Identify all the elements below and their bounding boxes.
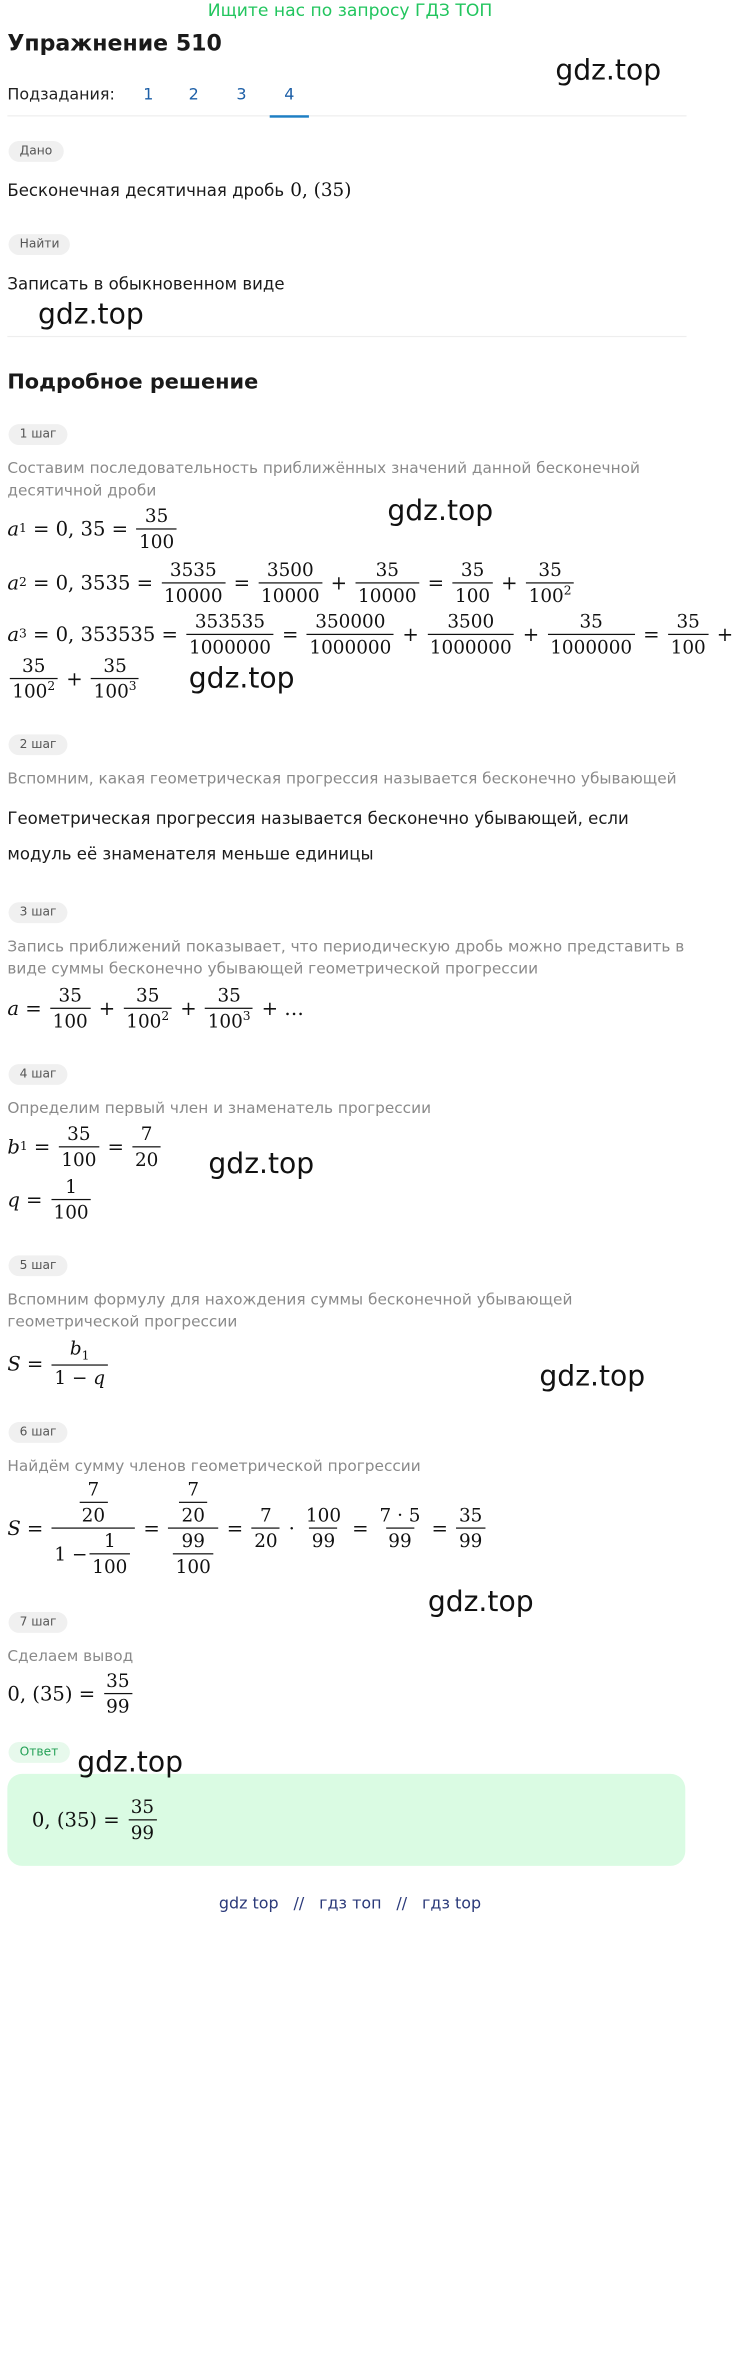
watermark: gdz.top xyxy=(188,663,295,696)
formula-a3: a 3 = 0, 353535 = $\frac{353535}{1000000}$ = $\frac{350000}{1000000}$ + $\frac{3500}{1000000}$ + $\frac{35}{1000000}$ = $\frac{35}{100}$ + xyxy=(7,610,734,659)
find-badge: Найти xyxy=(9,234,71,255)
footer-separator: // xyxy=(293,1895,305,1914)
footer-link[interactable]: гдз top xyxy=(422,1895,482,1914)
find-text: Записать в обыкновенном виде xyxy=(7,274,285,295)
given-badge: Дано xyxy=(9,141,64,162)
tab-subtask-1[interactable]: 1 xyxy=(143,85,154,105)
watermark: gdz.top xyxy=(387,495,494,528)
watermark: gdz.top xyxy=(38,299,144,331)
solution-title: Подробное решение xyxy=(7,370,259,395)
step-badge: 6 шаг xyxy=(9,1422,68,1443)
watermark: gdz.top xyxy=(208,1148,315,1181)
subtasks-bar xyxy=(7,86,686,117)
watermark: gdz.top xyxy=(555,55,662,88)
formula-sum: S = $\frac{b_1}{1 - q}$ xyxy=(7,1337,110,1388)
footer-links xyxy=(0,1895,700,1913)
footer-separator: // xyxy=(396,1895,408,1914)
step-text: Сделаем вывод xyxy=(7,1646,134,1665)
answer-badge: Ответ xyxy=(9,1742,70,1763)
step-text: Вспомним формулу для нахождения суммы бесконечной убывающей геометрической прогрессии xyxy=(7,1289,573,1331)
formula-q: q = $\frac{1}{100}$ xyxy=(7,1176,93,1224)
step-badge: 3 шаг xyxy=(9,902,68,923)
tab-subtask-3[interactable]: 3 xyxy=(236,85,247,105)
step-definition: Геометрическая прогрессия называется бесконечно убывающей, если модуль её знаменателя меньше единицы xyxy=(7,809,629,865)
subtasks-label: Подзадания: xyxy=(7,85,115,105)
step-badge: 1 шаг xyxy=(9,424,68,445)
tab-subtask-4[interactable]: 4 xyxy=(270,86,309,118)
step-text: Определим первый член и знаменатель прогрессии xyxy=(7,1098,432,1117)
given-math: 0, (35) xyxy=(290,178,352,202)
answer-box xyxy=(7,1774,685,1866)
formula-b1: b 1 = $\frac{35}{100}$ = $\frac{7}{20}$ xyxy=(7,1123,163,1171)
step-badge: 7 шаг xyxy=(9,1612,68,1633)
formula-a2: a 2 = 0, 3535 = $\frac{3535}{10000}$ = $\frac{3500}{10000}$ + $\frac{35}{10000}$ = $\frac{35}{100}$ + $\frac{35}{100^2}$ xyxy=(7,559,576,607)
step-text: Запись приближений показывает, что периодическую дробь можно представить в виде суммы бесконечно убывающей геометрической прогрессии xyxy=(7,936,685,978)
step-badge: 4 шаг xyxy=(9,1064,68,1085)
page-title: Упражнение 510 xyxy=(7,30,222,57)
formula-conclusion: 0, (35) = $\frac{35}{99}$ xyxy=(7,1670,134,1718)
watermark: gdz.top xyxy=(539,1360,646,1393)
tab-subtask-2[interactable]: 2 xyxy=(188,85,199,105)
footer-link[interactable]: гдз топ xyxy=(319,1895,382,1914)
step-text: Найдём сумму членов геометрической прогрессии xyxy=(7,1456,421,1475)
step-badge: 5 шаг xyxy=(9,1255,68,1276)
search-banner: Ищите нас по запросу ГДЗ ТОП xyxy=(207,1,493,21)
step-text: Составим последовательность приближённых значений данной бесконечной десятичной дроби xyxy=(7,458,640,499)
formula-series: a = $\frac{35}{100}$ + $\frac{35}{100^2}$ + $\frac{35}{100^3}$ + … xyxy=(7,984,304,1033)
formula-sum-calc: S = $\frac{7}{20}$ 1 − $\frac{1}{100}$ = $\frac{\frac{7}{20}}{\frac{99}{100}}$ = $\frac{7}{20}$ · $\frac{100}{99}$ = $\frac{7 \cdot 5}{99}$ = $\frac{35}{99}$ xyxy=(7,1478,487,1577)
given-text xyxy=(7,179,351,201)
step-badge: 2 шаг xyxy=(9,734,68,755)
watermark: gdz.top xyxy=(77,1746,184,1779)
answer-formula: 0, (35) = $\frac{35}{99}$ xyxy=(32,1796,159,1844)
watermark: gdz.top xyxy=(427,1586,534,1619)
given-label: Бесконечная десятичная дробь xyxy=(7,181,285,202)
step-text: Вспомним, какая геометрическая прогрессия называется бесконечно убывающей xyxy=(7,768,677,788)
divider xyxy=(7,336,686,337)
formula-a1: a 1 = 0, 35 = $\frac{35}{100}$ xyxy=(7,505,179,553)
formula-a3-cont: $\frac{35}{100^2}$ + $\frac{35}{100^3}$ xyxy=(7,655,141,703)
footer-link[interactable]: gdz top xyxy=(218,1895,279,1914)
